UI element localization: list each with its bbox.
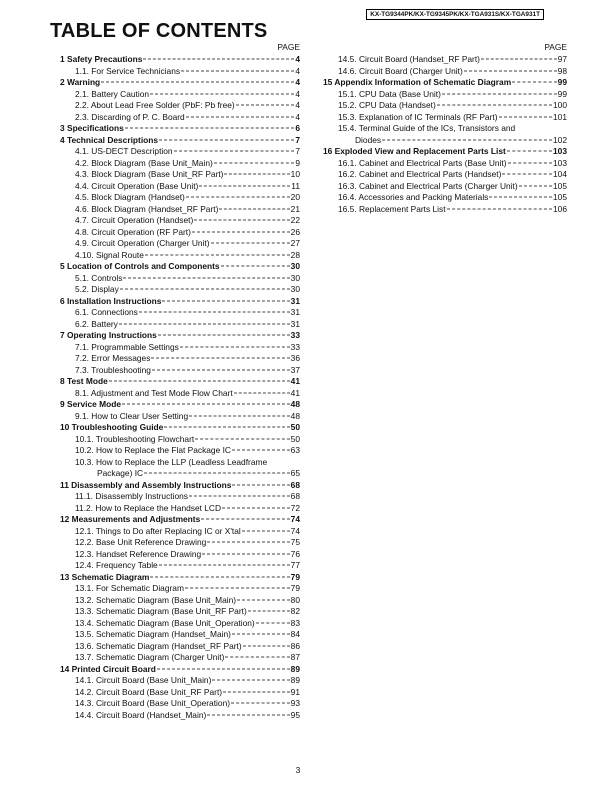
toc-entry-label: 11.2. How to Replace the Handset LCD (75, 502, 222, 513)
toc-entry-page: 106 (553, 203, 567, 214)
toc-entry-page: 68 (290, 491, 300, 501)
toc-entry[interactable] (323, 192, 567, 204)
toc-entry-page: 37 (290, 364, 300, 375)
toc-entry-page: 10 (290, 169, 300, 179)
dot-leader (231, 703, 290, 704)
toc-entry-label: 2.2. About Lead Free Solder (PbF: Pb free) (75, 100, 235, 110)
toc-entry-page: 7 (295, 146, 300, 156)
toc-entry-label: 11 Disassembly and Assembly Instructions (60, 479, 232, 490)
dot-leader (101, 82, 294, 83)
dot-leader (185, 588, 290, 589)
dot-leader (219, 208, 289, 209)
dot-leader (242, 530, 290, 531)
toc-entry-label: 5.1. Controls (75, 272, 123, 283)
dot-leader (248, 611, 290, 612)
toc-entry-label: 2.1. Battery Caution (75, 88, 150, 99)
toc-entry-page: 93 (290, 698, 300, 708)
toc-entry-page: 7 (295, 134, 300, 145)
dot-leader (194, 220, 289, 221)
dot-leader (207, 714, 289, 715)
dot-leader (232, 450, 290, 451)
dot-leader (145, 254, 290, 255)
dot-leader (243, 645, 290, 646)
toc-entry[interactable] (60, 365, 300, 377)
toc-section[interactable] (60, 572, 300, 584)
toc-entry-label: 9 Service Mode (60, 399, 121, 409)
dot-leader (119, 323, 290, 324)
toc-entry-page: 103 (553, 157, 567, 168)
toc-entry-label: 4.7. Circuit Operation (Handset) (75, 215, 194, 225)
toc-entry-label: 16.3. Cabinet and Electrical Parts (Charger Unit) (338, 180, 518, 191)
toc-entry[interactable] (60, 227, 300, 239)
toc-entry-label: 1.1. For Service Technicians (75, 65, 181, 76)
dot-leader (447, 208, 552, 209)
toc-entry-page: 30 (290, 261, 300, 271)
toc-list-left (60, 54, 300, 721)
toc-entry-page: 77 (290, 560, 300, 570)
toc-entry-page: 41 (290, 376, 300, 386)
toc-entry-page: 99 (557, 88, 567, 99)
toc-entry[interactable] (323, 204, 567, 216)
dot-leader (232, 484, 289, 485)
toc-entry-label: 14.2. Circuit Board (Base Unit_RF Part) (75, 686, 223, 697)
toc-section[interactable] (60, 399, 300, 411)
dot-leader (225, 657, 289, 658)
toc-entry-page: 4 (295, 65, 300, 76)
toc-entry[interactable] (60, 342, 300, 354)
dot-leader (159, 139, 294, 140)
page-number: 3 (295, 765, 301, 775)
page-column-header: PAGE (544, 42, 567, 52)
toc-entry-page: 100 (553, 100, 567, 110)
toc-column-right (323, 42, 567, 215)
dot-leader (224, 174, 289, 175)
toc-entry[interactable] (323, 181, 567, 193)
toc-entry[interactable] (60, 560, 300, 572)
toc-entry-page: 4 (295, 88, 300, 99)
toc-entry[interactable] (60, 583, 300, 595)
dot-leader (489, 197, 552, 198)
toc-entry[interactable] (60, 215, 300, 227)
toc-entry[interactable] (323, 100, 567, 112)
dot-leader (234, 392, 290, 393)
toc-entry-label: 15 Appendix Information of Schematic Diagram (323, 77, 512, 87)
toc-entry[interactable] (323, 158, 567, 170)
toc-entry-label: 14 Printed Circuit Board (60, 663, 156, 674)
toc-entry-continuation (60, 468, 300, 480)
dot-leader (212, 680, 289, 681)
toc-entry-page: 89 (290, 675, 300, 685)
toc-entry-label: 3 Specifications (60, 123, 124, 133)
dot-leader (164, 427, 289, 428)
toc-entry[interactable] (60, 192, 300, 204)
dot-leader (214, 162, 295, 163)
toc-entry-label: 4.3. Block Diagram (Base Unit_RF Part) (75, 169, 224, 179)
toc-entry-page: 4 (295, 77, 300, 87)
dot-leader (186, 116, 295, 117)
toc-entry[interactable] (60, 595, 300, 607)
toc-entry-page: 26 (290, 226, 300, 237)
toc-entry-label: 11.1. Disassembly Instructions (75, 491, 188, 501)
dot-leader (237, 599, 290, 600)
toc-entry-page: 48 (290, 410, 300, 421)
dot-leader (150, 93, 294, 94)
toc-entry-page: 48 (290, 399, 300, 409)
toc-entry-label: 13.2. Schematic Diagram (Base Unit_Main) (75, 594, 237, 605)
toc-entry-label: 16.2. Cabinet and Electrical Parts (Handset) (338, 169, 502, 179)
toc-entry-page: 22 (290, 215, 300, 225)
toc-entry-page: 82 (290, 606, 300, 616)
dot-leader (180, 346, 290, 347)
toc-entry[interactable] (60, 618, 300, 630)
toc-entry[interactable] (60, 411, 300, 423)
toc-section[interactable] (60, 77, 300, 89)
dot-leader (481, 59, 557, 60)
dot-leader (189, 415, 290, 416)
dot-leader (232, 634, 290, 635)
toc-entry[interactable] (60, 250, 300, 262)
toc-entry-page: 103 (553, 146, 567, 156)
toc-entry[interactable] (60, 66, 300, 78)
dot-leader (512, 82, 557, 83)
toc-entry-label: 13.6. Schematic Diagram (Handset_RF Part) (75, 640, 242, 651)
toc-entry-page: 50 (290, 433, 300, 444)
toc-entry[interactable] (323, 89, 567, 101)
toc-entry-page: 79 (290, 583, 300, 593)
toc-entry-label: 4.1. US-DECT Description (75, 146, 173, 156)
toc-entry-label: 13.5. Schematic Diagram (Handset_Main) (75, 629, 231, 639)
toc-entry-label: 15.1. CPU Data (Base Unit) (338, 88, 441, 99)
toc-entry-label: 16 Exploded View and Replacement Parts List (323, 146, 506, 156)
toc-entry-page: 50 (290, 422, 300, 432)
dot-leader (236, 105, 295, 106)
toc-entry-page: 95 (290, 709, 300, 720)
dot-leader (157, 668, 290, 669)
dot-leader (143, 59, 294, 60)
toc-entry[interactable] (60, 606, 300, 618)
toc-entry-label: 13 Schematic Diagram (60, 571, 150, 582)
toc-entry[interactable] (60, 307, 300, 319)
toc-entry[interactable] (60, 158, 300, 170)
toc-entry-label: 15.2. CPU Data (Handset) (338, 100, 436, 110)
toc-entry[interactable] (60, 629, 300, 641)
toc-entry-page: 11 (291, 180, 300, 191)
toc-entry-label: 7.2. Error Messages (75, 353, 151, 363)
dot-leader (382, 139, 552, 140)
toc-entry-label-continued: Package) IC (97, 468, 144, 478)
toc-entry-page: 104 (553, 169, 567, 179)
toc-entry-page: 33 (290, 330, 300, 340)
dot-leader (122, 404, 290, 405)
toc-entry-label: 7.1. Programmable Settings (75, 341, 179, 352)
toc-section[interactable] (60, 376, 300, 388)
toc-entry[interactable] (60, 710, 300, 722)
toc-entry-label: 14.1. Circuit Board (Base Unit_Main) (75, 675, 212, 685)
toc-entry[interactable] (323, 123, 567, 146)
toc-entry[interactable] (323, 169, 567, 181)
toc-entry-page: 105 (553, 192, 567, 202)
toc-entry-label: 12 Measurements and Adjustments (60, 514, 201, 524)
toc-entry-label: 4.8. Circuit Operation (RF Part) (75, 226, 191, 237)
toc-entry-page: 68 (290, 479, 300, 490)
dot-leader (202, 553, 290, 554)
toc-section[interactable] (323, 146, 567, 158)
dot-leader (109, 381, 290, 382)
toc-entry-page: 65 (290, 468, 300, 478)
toc-entry-label: 8.1. Adjustment and Test Mode Flow Chart (75, 387, 233, 398)
toc-entry-page: 101 (553, 111, 567, 122)
toc-entry-page: 31 (290, 318, 300, 329)
toc-entry-page: 30 (290, 272, 300, 283)
toc-entry-label: 2.3. Discarding of P. C. Board (75, 111, 185, 122)
toc-section[interactable] (60, 54, 300, 66)
toc-entry[interactable] (60, 112, 300, 124)
toc-entry-page: 80 (290, 594, 300, 605)
dot-leader (189, 496, 290, 497)
toc-entry-page: 28 (290, 249, 300, 260)
toc-entry-label: 6.2. Battery (75, 318, 118, 329)
toc-entry-page: 91 (290, 686, 300, 697)
toc-entry[interactable] (60, 238, 300, 250)
dot-leader (152, 369, 290, 370)
toc-entry-page: 72 (290, 502, 300, 513)
toc-entry-page: 41 (290, 387, 300, 398)
toc-entry-label: 16.1. Cabinet and Electrical Parts (Base Unit) (338, 157, 507, 168)
model-codes-box: KX-TG9344PK/KX-TG9345PK/KX-TGA931S/KX-TGA931T (366, 9, 544, 20)
toc-entry-label: 4.9. Circuit Operation (Charger Unit) (75, 238, 210, 248)
dot-leader (502, 174, 552, 175)
toc-entry-page: 30 (290, 284, 300, 294)
toc-entry-label: 16.4. Accessories and Packing Materials (338, 192, 489, 202)
dot-leader (508, 162, 553, 163)
toc-entry[interactable] (323, 66, 567, 78)
toc-column-left (60, 42, 300, 721)
toc-entry-label: 14.3. Circuit Board (Base Unit_Operation) (75, 698, 231, 708)
toc-entry[interactable] (60, 457, 300, 480)
toc-entry[interactable] (60, 353, 300, 365)
toc-entry-label: 12.2. Base Unit Reference Drawing (75, 537, 207, 547)
toc-entry-page: 20 (290, 192, 300, 202)
toc-entry[interactable] (60, 89, 300, 101)
dot-leader (222, 507, 290, 508)
toc-entry[interactable] (60, 434, 300, 446)
toc-entry-page: 27 (290, 238, 300, 248)
toc-entry[interactable] (60, 169, 300, 181)
dot-leader (437, 105, 552, 106)
toc-entry-page: 86 (290, 640, 300, 651)
toc-entry-label: 16.5. Replacement Parts List (338, 203, 446, 214)
toc-section[interactable] (60, 123, 300, 135)
dot-leader (123, 277, 289, 278)
toc-entry-continuation (323, 135, 567, 147)
toc-entry-page: 74 (290, 525, 300, 536)
toc-section[interactable] (60, 261, 300, 273)
toc-entry-label: 12.4. Frequency Table (75, 560, 158, 570)
toc-entry-label: 13.3. Schematic Diagram (Base Unit_RF Part) (75, 606, 247, 616)
toc-entry-label: 10.3. How to Replace the LLP (Leadless Leadframe (75, 456, 268, 467)
toc-entry-label: 14.6. Circuit Board (Charger Unit) (338, 65, 463, 76)
toc-entry[interactable] (60, 526, 300, 538)
dot-leader (174, 151, 295, 152)
toc-entry-label: 4.10. Signal Route (75, 249, 144, 260)
toc-entry-page: 4 (295, 111, 300, 122)
dot-leader (199, 185, 290, 186)
toc-entry-page: 63 (290, 445, 300, 455)
dot-leader (120, 289, 290, 290)
toc-entry[interactable] (60, 284, 300, 296)
toc-entry-label: 13.4. Schematic Diagram (Base Unit_Operation) (75, 617, 255, 628)
dot-leader (207, 542, 289, 543)
toc-entry[interactable] (60, 641, 300, 653)
dot-leader (195, 438, 289, 439)
toc-entry[interactable] (60, 445, 300, 457)
toc-entry-label: 12.1. Things to Do after Replacing IC or X'tal (75, 525, 241, 536)
toc-entry[interactable] (60, 698, 300, 710)
toc-entry-page: 79 (290, 571, 300, 582)
toc-entry-label: 10 Troubleshooting Guide (60, 422, 164, 432)
toc-entry-page: 4 (295, 100, 300, 110)
dot-leader (442, 93, 557, 94)
toc-list-right (323, 54, 567, 215)
toc-section[interactable] (60, 664, 300, 676)
toc-entry-page: 36 (290, 353, 300, 363)
toc-section[interactable] (60, 135, 300, 147)
dot-leader (507, 151, 552, 152)
toc-entry[interactable] (60, 652, 300, 664)
toc-entry[interactable] (323, 112, 567, 124)
dot-leader (139, 312, 290, 313)
toc-entry-label: 13.7. Schematic Diagram (Charger Unit) (75, 652, 225, 662)
dot-leader (186, 197, 290, 198)
toc-entry[interactable] (323, 54, 567, 66)
toc-entry[interactable] (60, 181, 300, 193)
toc-entry-label: 10.1. Troubleshooting Flowchart (75, 433, 195, 444)
toc-entry[interactable] (60, 549, 300, 561)
toc-entry-label: 4.5. Block Diagram (Handset) (75, 192, 185, 202)
toc-entry[interactable] (60, 204, 300, 216)
dot-leader (223, 691, 290, 692)
toc-entry-page: 105 (553, 180, 567, 191)
toc-entry-page: 31 (290, 307, 300, 317)
toc-entry[interactable] (60, 675, 300, 687)
dot-leader (159, 565, 290, 566)
toc-entry-page: 76 (290, 548, 300, 559)
toc-section[interactable] (60, 330, 300, 342)
toc-entry-page: 98 (557, 65, 567, 76)
toc-entry[interactable] (60, 100, 300, 112)
toc-entry[interactable] (60, 687, 300, 699)
dot-leader (221, 266, 290, 267)
toc-entry-label: 4.6. Block Diagram (Handset_RF Part) (75, 203, 219, 214)
toc-entry-label: 2 Warning (60, 77, 101, 87)
toc-entry[interactable] (60, 319, 300, 331)
toc-section[interactable] (60, 296, 300, 308)
dot-leader (151, 358, 289, 359)
toc-entry-page: 21 (290, 203, 300, 214)
toc-entry-label: 5.2. Display (75, 284, 119, 294)
toc-entry-label: 7 Operating Instructions (60, 330, 157, 340)
toc-entry-label-continued: Diodes (355, 134, 382, 145)
toc-entry[interactable] (60, 491, 300, 503)
dot-leader (162, 300, 289, 301)
page-title: TABLE OF CONTENTS (50, 20, 268, 42)
toc-section[interactable] (323, 77, 567, 89)
toc-entry-label: 1 Safety Precautions (60, 54, 143, 64)
toc-entry-label: 7.3. Troubleshooting (75, 364, 151, 375)
toc-entry-label: 12.3. Handset Reference Drawing (75, 548, 202, 559)
dot-leader (158, 335, 290, 336)
toc-entry-label: 6 Installation Instructions (60, 295, 162, 306)
toc-entry-label: 8 Test Mode (60, 376, 108, 386)
toc-entry-label: 4.2. Block Diagram (Base Unit_Main) (75, 157, 213, 168)
toc-entry-page: 4 (295, 54, 300, 64)
toc-entry-page: 31 (290, 295, 300, 306)
toc-section[interactable] (60, 514, 300, 526)
toc-entry-page: 102 (553, 134, 567, 145)
toc-entry-label: 14.4. Circuit Board (Handset_Main) (75, 709, 207, 720)
dot-leader (464, 70, 557, 71)
toc-entry-page: 87 (290, 652, 300, 662)
toc-entry-page: 9 (295, 157, 300, 168)
dot-leader (150, 576, 289, 577)
toc-entry[interactable] (60, 273, 300, 285)
toc-entry[interactable] (60, 503, 300, 515)
dot-leader (499, 116, 553, 117)
dot-leader (192, 231, 290, 232)
dot-leader (211, 243, 290, 244)
toc-entry-page: 83 (290, 617, 300, 628)
toc-entry[interactable] (60, 146, 300, 158)
toc-entry-label: 6.1. Connections (75, 307, 138, 317)
toc-entry-page: 99 (557, 77, 567, 87)
toc-entry-page: 89 (290, 663, 300, 674)
toc-entry-page: 75 (290, 537, 300, 547)
toc-entry-label: 15.3. Explanation of IC Terminals (RF Part) (338, 111, 498, 122)
toc-entry-page: 97 (557, 54, 567, 64)
dot-leader (144, 473, 290, 474)
toc-entry-label: 13.1. For Schematic Diagram (75, 583, 184, 593)
toc-entry-label: 9.1. How to Clear User Setting (75, 410, 189, 421)
dot-leader (181, 70, 294, 71)
toc-entry-page: 33 (290, 341, 300, 352)
toc-entry-label: 14.5. Circuit Board (Handset_RF Part) (338, 54, 480, 64)
toc-entry-label: 4.4. Circuit Operation (Base Unit) (75, 180, 199, 191)
toc-entry[interactable] (60, 537, 300, 549)
toc-entry-page: 74 (290, 514, 300, 524)
toc-entry-label: 10.2. How to Replace the Flat Package IC (75, 445, 231, 455)
dot-leader (256, 622, 290, 623)
toc-entry[interactable] (60, 388, 300, 400)
toc-entry-page: 84 (290, 629, 300, 639)
toc-section[interactable] (60, 480, 300, 492)
dot-leader (201, 519, 289, 520)
toc-section[interactable] (60, 422, 300, 434)
dot-leader (125, 128, 295, 129)
toc-entry-label: 15.4. Terminal Guide of the ICs, Transistors and (338, 123, 516, 133)
toc-entry-label: 4 Technical Descriptions (60, 134, 159, 145)
dot-leader (519, 185, 552, 186)
page-column-header: PAGE (277, 42, 300, 52)
toc-entry-page: 6 (295, 123, 300, 133)
toc-entry-label: 5 Location of Controls and Components (60, 261, 220, 271)
